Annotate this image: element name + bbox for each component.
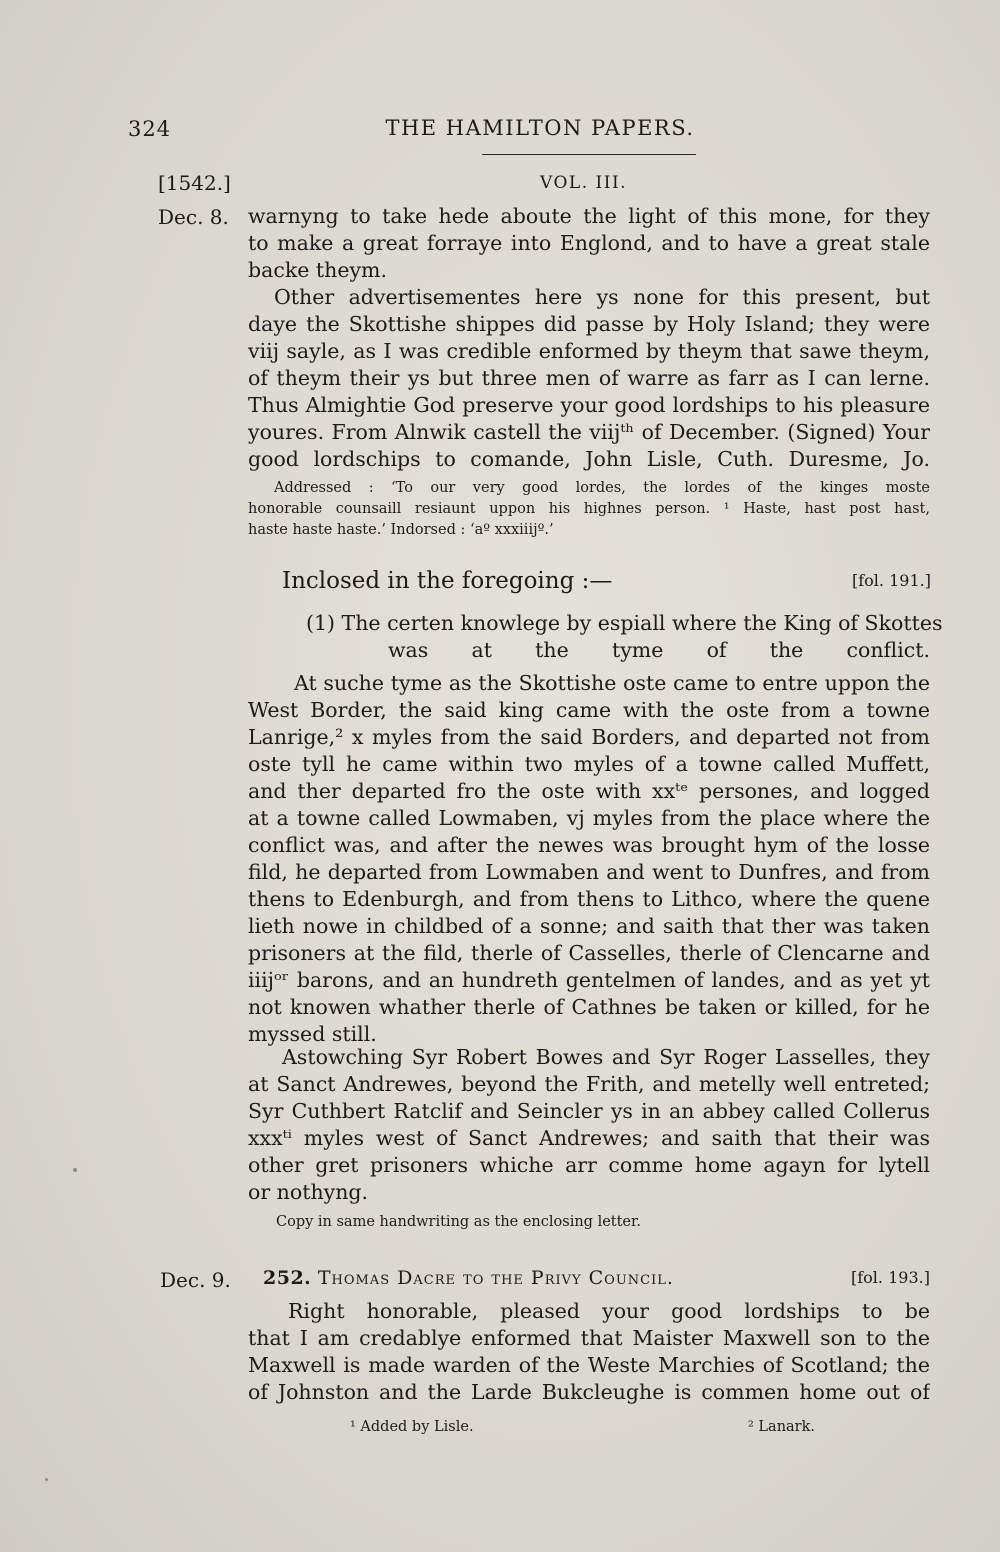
scan-speck: [45, 1478, 48, 1481]
text-line: At suche tyme as the Skottishe oste came to entre uppon the: [294, 671, 930, 695]
text-line: myssed still.: [248, 1022, 377, 1046]
text-line: prisoners at the fild, therle of Casselles, therle of Clencarne and: [248, 941, 930, 965]
text-line: Maxwell is made warden of the Weste Marchies of Scotland; the: [248, 1353, 930, 1377]
running-title: THE HAMILTON PAPERS.: [385, 116, 695, 140]
enclosure-title: [306, 610, 943, 664]
text-line: youres. From Alnwik castell the viijᵗʰ of December. (Signed) Your: [248, 420, 930, 444]
scan-speck: [73, 1168, 77, 1172]
text-line: or nothyng.: [248, 1180, 369, 1204]
text-line: Other advertisementes here ys none for this present, but: [274, 285, 930, 309]
text-line: viij sayle, as I was credible enformed by theym that sawe theym,: [248, 339, 930, 363]
letter-text: [248, 203, 930, 473]
text-line: at Sanct Andrewes, beyond the Frith, and metelly well entreted;: [248, 1072, 930, 1096]
letter-252-heading: [263, 1267, 674, 1289]
text-line: to make a great forraye into Englond, and to have a great stale: [248, 231, 930, 255]
text-line: other gret prisoners whiche arr comme home agayn for lytell: [248, 1153, 930, 1177]
text-line: and ther departed fro the oste with xxᵗᵉ persones, and logged: [248, 779, 930, 803]
page-number: 324: [128, 117, 172, 141]
footnote-1: ¹ Added by Lisle.: [350, 1419, 474, 1435]
footnote-2: ² Lanark.: [748, 1419, 816, 1435]
text-line: Thus Almightie God preserve your good lordships to his pleasure: [248, 393, 930, 417]
text-line: Right honorable, pleased your good lordships to be: [288, 1299, 930, 1323]
text-line: warnyng to take hede aboute the light of this mone, for they: [248, 204, 930, 228]
text-line: that I am credablye enformed that Maister Maxwell son to the: [248, 1326, 930, 1350]
text-line: Astowching Syr Robert Bowes and Syr Roger Lasselles, they: [282, 1045, 930, 1069]
letter-title: Thomas Dacre to the Privy Council.: [317, 1267, 674, 1289]
volume-label: VOL. III.: [540, 173, 628, 193]
letter-number: 252.: [263, 1267, 312, 1289]
enclosure-paragraph-1: [248, 670, 930, 1048]
header-rule: [482, 154, 696, 155]
text-line: Syr Cuthbert Ratclif and Seincler ys in an abbey called Collerus: [248, 1099, 930, 1123]
text-line: good lordschips to comande, John Lisle, Cuth. Duresme, Jo.: [248, 447, 930, 471]
text-line: backe theym.: [248, 258, 388, 282]
text-line: at a towne called Lowmaben, vj myles from the place where the: [248, 806, 930, 830]
address-note: [248, 478, 930, 541]
enclosure-paragraph-2: [248, 1044, 930, 1206]
copy-note: Copy in same handwriting as the enclosing letter.: [276, 1214, 641, 1230]
title-line: (1) The certen knowlege by espiall where the King of Skottes: [306, 611, 943, 635]
note-line: Addressed : ‘To our very good lordes, the lordes of the kinges moste: [274, 480, 930, 496]
text-line: of theym their ys but three men of warre as farr as I can lerne.: [248, 366, 930, 390]
margin-date-dec8: Dec. 8.: [158, 205, 229, 229]
text-line: not knowen whather therle of Cathnes be taken or killed, for he: [248, 995, 930, 1019]
text-line: oste tyll he came within two myles of a towne called Muffett,: [248, 752, 930, 776]
text-line: fild, he departed from Lowmaben and went to Dunfres, and from: [248, 860, 930, 884]
year-marker: [1542.]: [158, 171, 231, 195]
note-line: honorable counsaill resiaunt uppon his highnes person. ¹ Haste, hast post hast,: [248, 501, 930, 517]
folio-ref-191: [fol. 191.]: [852, 571, 931, 590]
text-line: xxxᵗⁱ myles west of Sanct Andrewes; and saith that their was: [248, 1126, 930, 1150]
text-line: thens to Edenburgh, and from thens to Lithco, where the quene: [248, 887, 930, 911]
title-line: was at the tyme of the conflict.: [388, 638, 930, 662]
text-line: conflict was, and after the newes was brought hym of the losse: [248, 833, 930, 857]
text-line: iiijᵒʳ barons, and an hundreth gentelmen of landes, and as yet yt: [248, 968, 930, 992]
margin-date-dec9: Dec. 9.: [160, 1268, 231, 1292]
note-line: haste haste haste.’ Indorsed : ‘aº xxxiiijº.’: [248, 522, 554, 538]
enclosure-heading: Inclosed in the foregoing :—: [282, 568, 613, 594]
text-line: of Johnston and the Larde Bukcleughe is commen home out of: [248, 1380, 930, 1404]
text-line: lieth nowe in childbed of a sonne; and saith that ther was taken: [248, 914, 930, 938]
text-line: daye the Skottishe shippes did passe by Holy Island; they were: [248, 312, 930, 336]
text-line: Lanrige,² x myles from the said Borders, and departed not from: [248, 725, 930, 749]
folio-ref-193: [fol. 193.]: [851, 1268, 930, 1287]
text-line: West Border, the said king came with the oste from a towne: [248, 698, 930, 722]
letter-252-text: [248, 1298, 930, 1406]
